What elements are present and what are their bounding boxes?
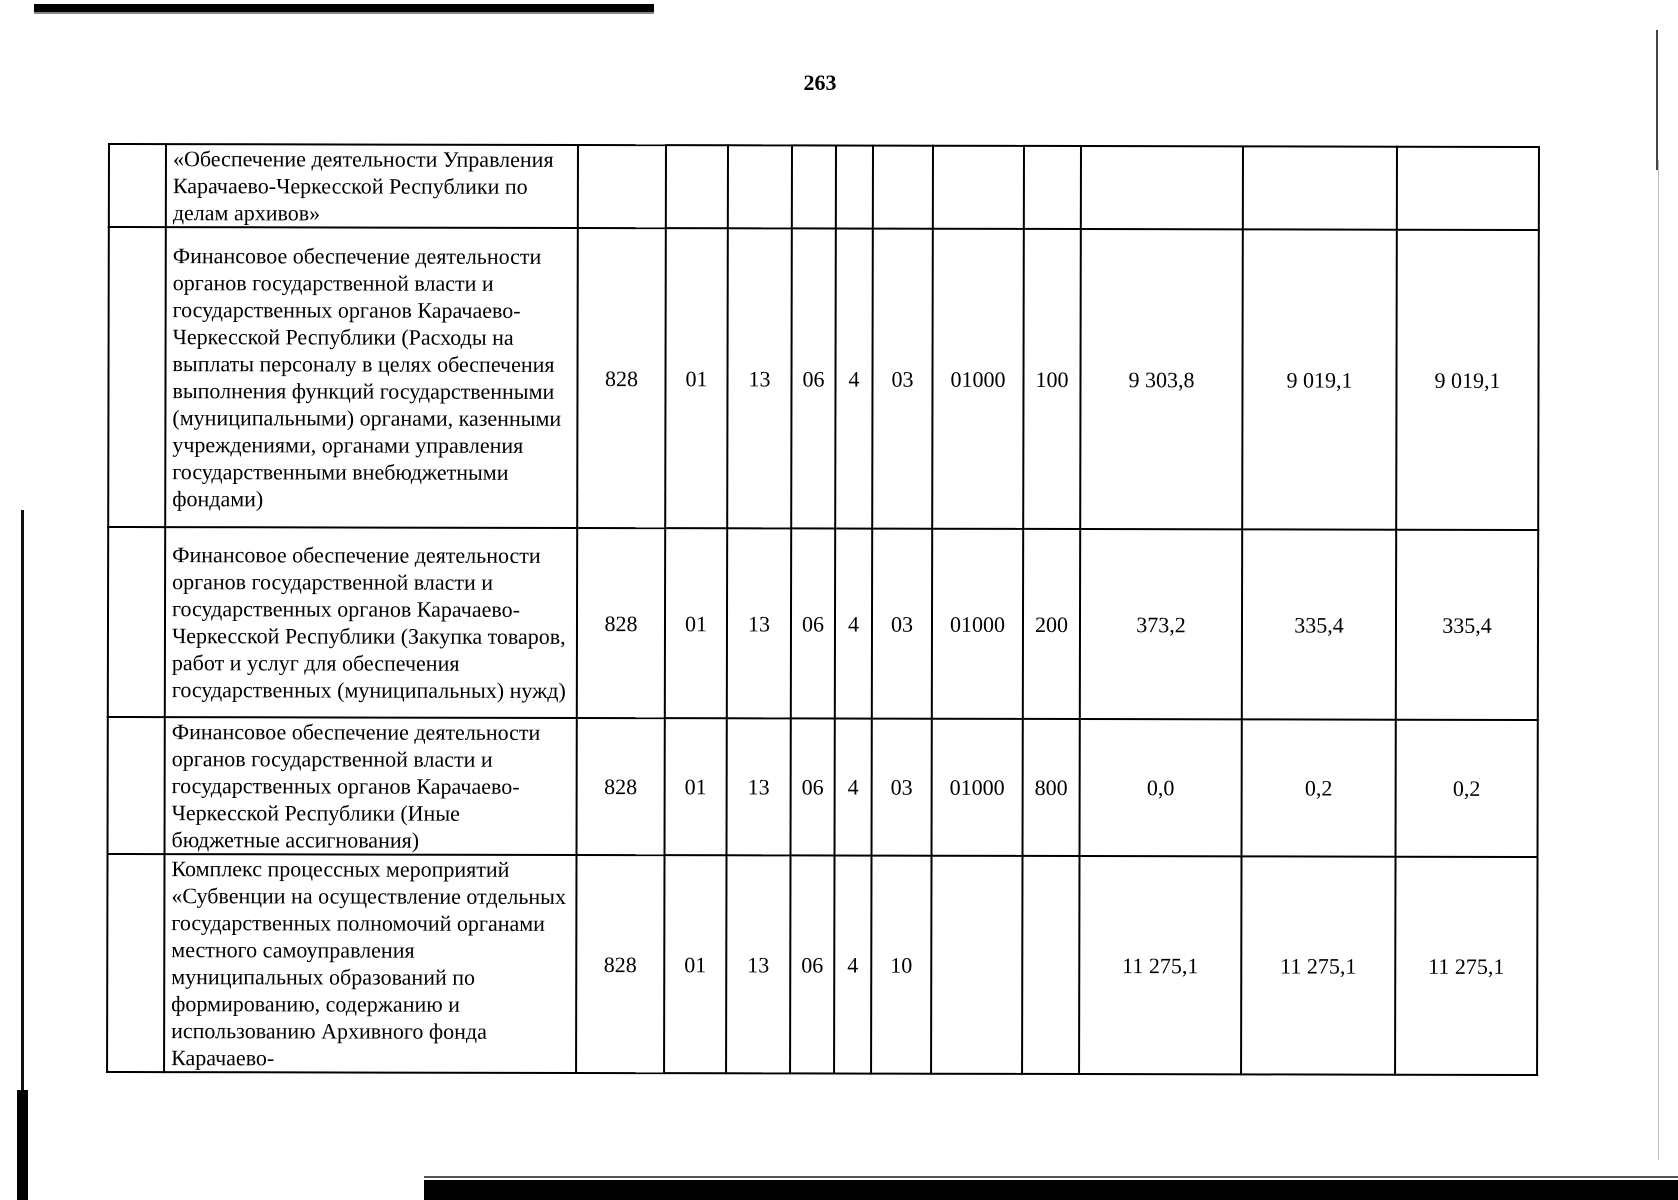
scan-edge-top [34, 4, 654, 12]
section-code-cell [666, 145, 728, 228]
program-code-cell: 06 [790, 855, 834, 1073]
table-row [108, 527, 1538, 720]
admin-code-cell: 828 [577, 228, 666, 528]
row-number-cell [108, 227, 166, 527]
expense-type-cell: 800 [1023, 719, 1080, 856]
amount-3-cell: 9 019,1 [1396, 230, 1539, 530]
row-number-cell [107, 854, 164, 1072]
section-code-cell: 01 [664, 855, 726, 1073]
expense-type-cell [1024, 146, 1081, 229]
scan-edge-left [17, 1090, 28, 1200]
expense-type-cell: 100 [1023, 229, 1081, 529]
scan-edge-bottom [424, 1180, 1678, 1200]
table-row [108, 717, 1538, 857]
program-code-cell [792, 145, 836, 228]
admin-code-cell: 828 [576, 855, 664, 1073]
subprogram-code-cell: 4 [835, 719, 872, 856]
amount-3-cell: 11 275,1 [1395, 857, 1537, 1075]
admin-code-cell [578, 145, 666, 228]
row-number-cell [108, 717, 165, 854]
amount-3-cell: 0,2 [1396, 720, 1538, 857]
subsection-code-cell: 13 [727, 718, 791, 855]
program-code-cell: 06 [791, 528, 835, 718]
section-code-cell: 01 [665, 718, 727, 855]
expense-type-cell [1022, 856, 1079, 1074]
amount-1-cell: 9 303,8 [1080, 229, 1243, 529]
scan-edge-right-faint [1658, 160, 1659, 1160]
table-row [109, 144, 1539, 230]
description-cell: «Обеспечение деятельности Управления Карачаево-Черкесской Республики по делам архивов» [166, 144, 578, 228]
direction-code-cell [931, 856, 1022, 1074]
amount-2-cell: 335,4 [1242, 529, 1396, 719]
budget-table [106, 143, 1540, 1076]
row-number-cell [109, 144, 166, 227]
direction-code-cell: 01000 [932, 229, 1024, 529]
scan-edge-bottom-thin [424, 1176, 1678, 1178]
row-number-cell [108, 527, 165, 717]
amount-1-cell [1081, 146, 1243, 229]
scan-edge-right [1656, 30, 1658, 170]
amount-1-cell: 11 275,1 [1079, 856, 1241, 1074]
subprogram-code-cell: 4 [835, 529, 872, 719]
subsection-code-cell: 13 [727, 228, 792, 528]
description-cell: Финансовое обеспечение деятельности органов государственной власти и государственных органов Карачаево-Черкесской Республики (Иные бюджетные ассигнования) [165, 717, 577, 855]
subprogram-code-cell: 4 [835, 229, 873, 529]
description-cell: Финансовое обеспечение деятельности органов государственной власти и государственных органов Карачаево-Черкесской Республики (Расходы на выплаты персоналу в целях обеспечения выполнения функций государственными (муниципальными) органами, казенными учреждениями, органами управления государственными внебюджетными фондами) [165, 227, 578, 528]
direction-code-cell: 01000 [932, 719, 1023, 856]
scan-edge-top-thin [34, 12, 654, 14]
amount-3-cell: 335,4 [1396, 530, 1538, 720]
scan-edge-left-line [21, 510, 24, 1090]
direction-code-cell: 01000 [932, 529, 1023, 719]
complex-code-cell: 03 [872, 229, 933, 529]
subsection-code-cell [728, 145, 792, 228]
page-number: 263 [803, 70, 837, 95]
subsection-code-cell: 13 [726, 855, 790, 1073]
subsection-code-cell: 13 [727, 528, 791, 718]
amount-2-cell [1243, 146, 1397, 229]
program-code-cell: 06 [791, 228, 836, 528]
direction-code-cell [933, 146, 1024, 229]
admin-code-cell: 828 [577, 718, 665, 855]
section-code-cell: 01 [665, 528, 727, 718]
description-cell: Комплекс процессных мероприятий «Субвенции на осуществление отдельных государственных полномочий органами местного самоуправления муниципальных образований по формированию, содержанию и использованию Архивного фонда Карачаево- [164, 854, 576, 1073]
amount-2-cell: 11 275,1 [1241, 856, 1395, 1074]
expense-type-cell: 200 [1023, 529, 1080, 719]
amount-2-cell: 9 019,1 [1242, 229, 1397, 529]
table-row [107, 854, 1537, 1075]
complex-code-cell: 03 [872, 719, 932, 856]
complex-code-cell: 10 [871, 856, 931, 1074]
table-row [108, 227, 1539, 530]
admin-code-cell: 828 [577, 528, 665, 718]
amount-1-cell: 0,0 [1080, 719, 1242, 856]
subprogram-code-cell [836, 146, 873, 229]
complex-code-cell: 03 [872, 529, 932, 719]
program-code-cell: 06 [791, 718, 835, 855]
complex-code-cell [873, 146, 933, 229]
amount-2-cell: 0,2 [1242, 719, 1396, 856]
description-cell: Финансовое обеспечение деятельности органов государственной власти и государственных органов Карачаево-Черкесской Республики (Закупка товаров, работ и услуг для обеспечения государственных (муниципальных) нужд) [165, 527, 577, 718]
section-code-cell: 01 [665, 228, 728, 528]
subprogram-code-cell: 4 [834, 856, 871, 1074]
amount-1-cell: 373,2 [1080, 529, 1242, 719]
amount-3-cell [1397, 147, 1539, 230]
